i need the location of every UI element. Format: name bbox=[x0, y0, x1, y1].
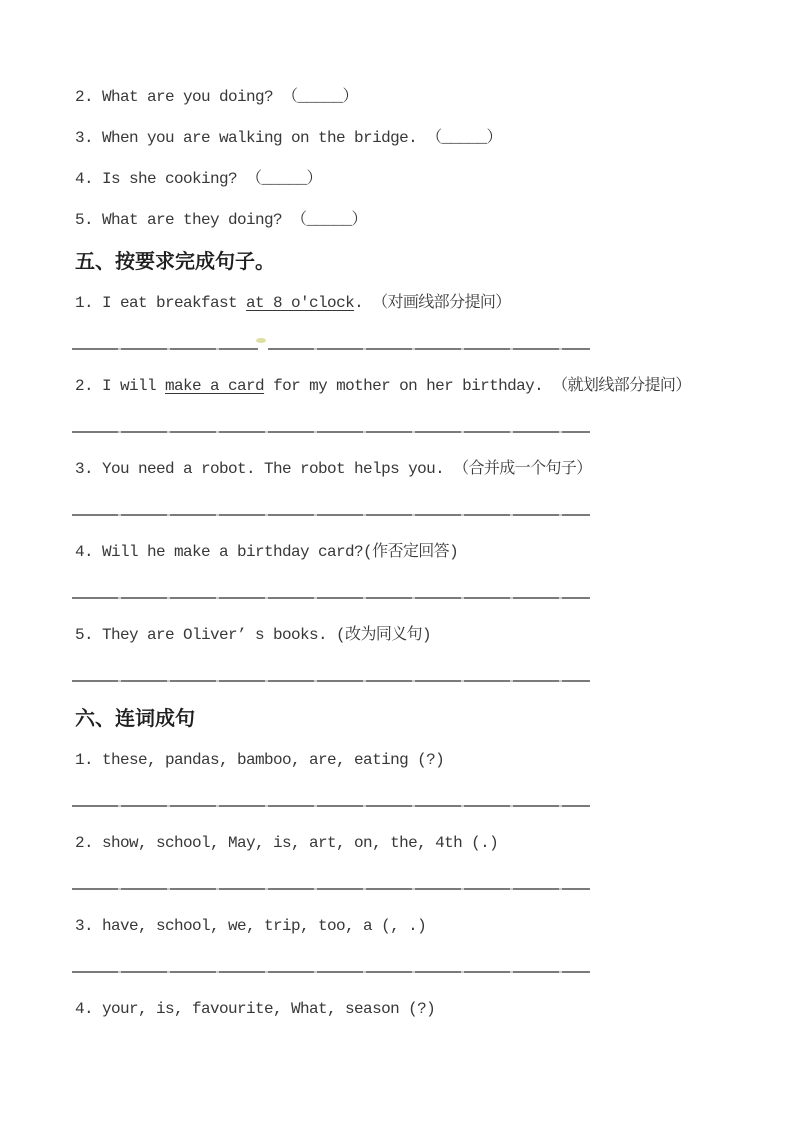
question-item bbox=[75, 128, 733, 149]
question-item bbox=[75, 625, 733, 646]
answer-line-segment bbox=[268, 348, 590, 350]
question-number: 4. bbox=[75, 543, 94, 561]
question-number: 2. bbox=[75, 88, 94, 106]
question-text-post: for my mother on her birthday. （就划线部分提问） bbox=[264, 377, 691, 395]
question-text: They are Oliver’ s books. (改为同义句) bbox=[102, 626, 432, 644]
underlined-phrase: at 8 o'clock bbox=[246, 294, 355, 312]
section-five-heading: 五、按要求完成句子。 bbox=[75, 251, 275, 273]
question-text-post: . （对画线部分提问） bbox=[354, 294, 511, 312]
answer-line bbox=[72, 431, 590, 433]
question-text-pre: I eat breakfast bbox=[102, 294, 247, 312]
question-number: 4. bbox=[75, 1000, 94, 1018]
question-item bbox=[75, 169, 733, 190]
question-text: Will he make a birthday card?(作否定回答) bbox=[102, 543, 459, 561]
question-text: have, school, we, trip, too, a (, .) bbox=[102, 917, 427, 935]
answer-line bbox=[72, 680, 590, 682]
question-item bbox=[75, 87, 733, 108]
question-number: 5. bbox=[75, 626, 94, 644]
question-number: 2. bbox=[75, 377, 94, 395]
question-item bbox=[75, 999, 733, 1020]
question-text: your, is, favourite, What, season (?) bbox=[102, 1000, 436, 1018]
question-number: 3. bbox=[75, 129, 94, 147]
section-five bbox=[75, 251, 733, 682]
question-item bbox=[75, 916, 733, 937]
answer-line bbox=[72, 971, 590, 973]
question-number: 5. bbox=[75, 211, 94, 229]
answer-line bbox=[72, 348, 590, 350]
question-text: You need a robot. The robot helps you. （合并成一个句子） bbox=[102, 460, 592, 478]
question-text: show, school, May, is, art, on, the, 4th (.) bbox=[102, 834, 499, 852]
question-number: 4. bbox=[75, 170, 94, 188]
question-item bbox=[75, 376, 733, 397]
question-number: 2. bbox=[75, 834, 94, 852]
answer-line-segment bbox=[72, 348, 258, 350]
question-item bbox=[75, 833, 733, 854]
question-item bbox=[75, 293, 733, 314]
answer-line bbox=[72, 805, 590, 807]
answer-line bbox=[72, 888, 590, 890]
question-text: When you are walking on the bridge. （_____） bbox=[102, 129, 502, 147]
question-item bbox=[75, 459, 733, 480]
question-item bbox=[75, 542, 733, 563]
question-number: 1. bbox=[75, 751, 94, 769]
question-number: 1. bbox=[75, 294, 94, 312]
answer-line bbox=[72, 514, 590, 516]
answer-line-gap bbox=[258, 348, 268, 350]
question-number: 3. bbox=[75, 917, 94, 935]
question-text: these, pandas, bamboo, are, eating (?) bbox=[102, 751, 445, 769]
question-text: Is she cooking? （_____） bbox=[102, 170, 322, 188]
answer-line bbox=[72, 597, 590, 599]
question-item bbox=[75, 210, 733, 231]
stray-highlight-mark bbox=[256, 338, 266, 343]
question-item bbox=[75, 750, 733, 771]
question-text: What are they doing? （_____） bbox=[102, 211, 367, 229]
question-number: 3. bbox=[75, 460, 94, 478]
question-text: What are you doing? （_____） bbox=[102, 88, 358, 106]
underlined-phrase: make a card bbox=[165, 377, 265, 395]
section-four-items bbox=[75, 87, 733, 231]
question-text-pre: I will bbox=[102, 377, 166, 395]
section-six bbox=[75, 708, 733, 1020]
section-six-heading: 六、连词成句 bbox=[75, 708, 195, 730]
